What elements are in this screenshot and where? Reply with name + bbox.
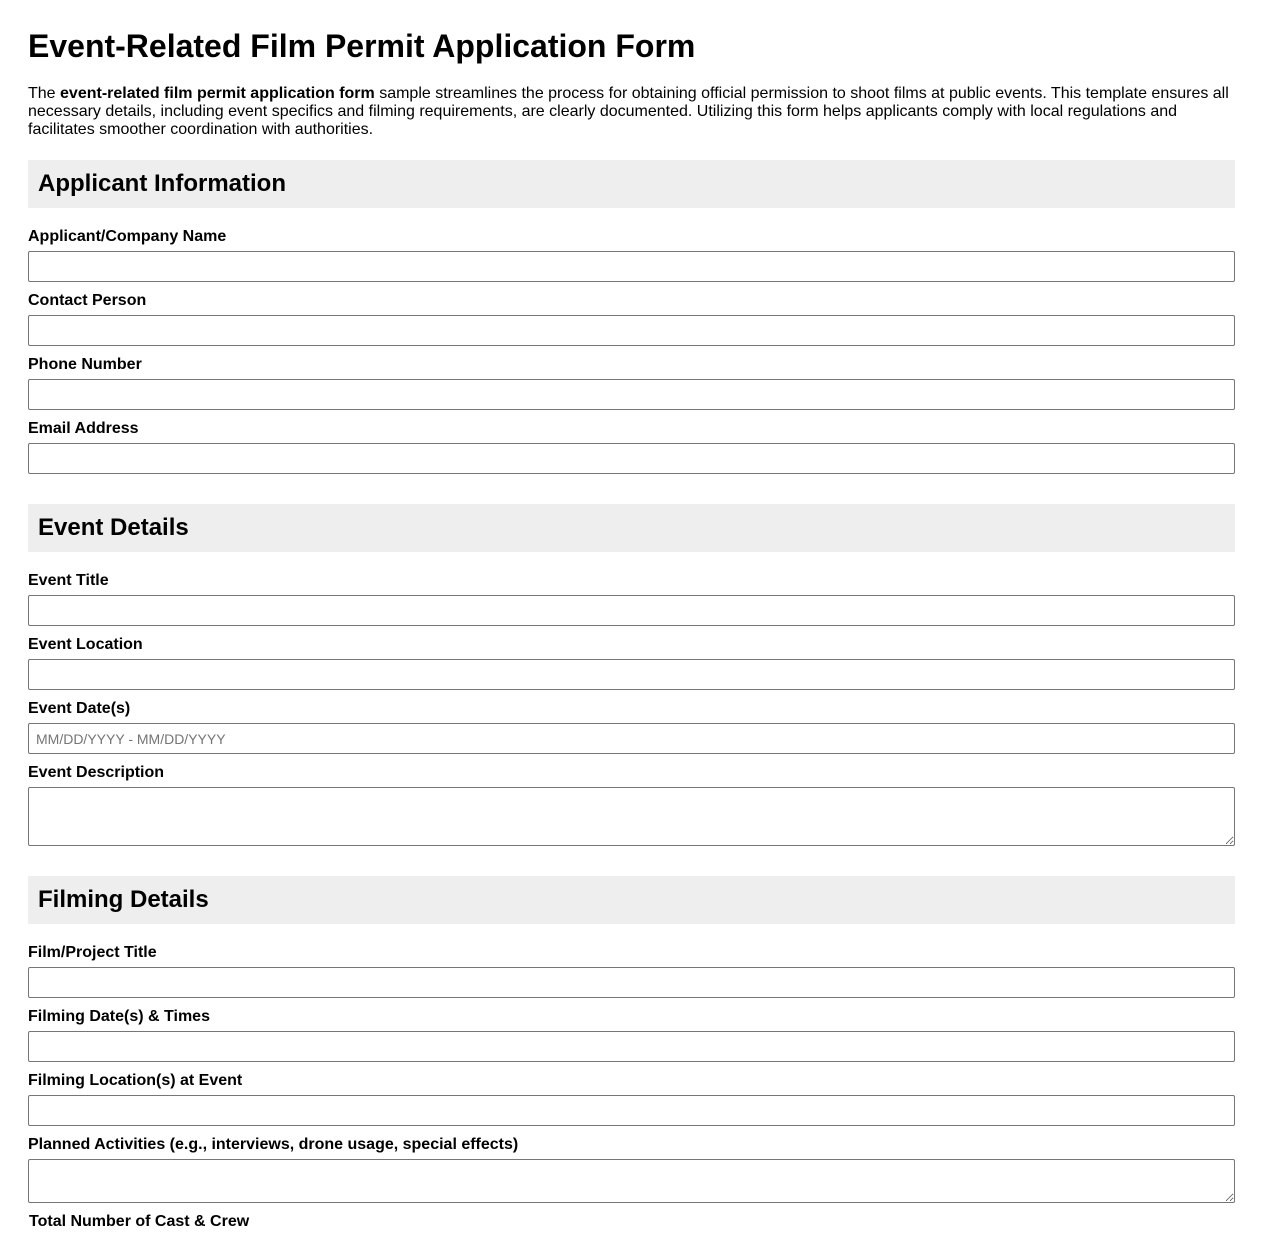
filming-dates-input[interactable] (28, 1031, 1235, 1062)
section-header-filming: Filming Details (28, 876, 1235, 924)
event-location-input[interactable] (28, 659, 1235, 690)
phone-number-input[interactable] (28, 379, 1235, 410)
event-dates-input[interactable] (28, 723, 1235, 754)
intro-suffix: sample streamlines the process for obtaining official permission to shoot films at public events. This template ensures all necessary details, including event specifics and filming requirements, are clearly documented. Utilizing this form helps applicants comply with local regulations and facilitates smoother coordination with authorities. (28, 85, 1229, 138)
planned-activities-textarea[interactable] (28, 1159, 1235, 1203)
email-address-input[interactable] (28, 443, 1235, 474)
intro-prefix: The (28, 85, 61, 102)
project-title-input[interactable] (28, 967, 1235, 998)
planned-activities-label: Planned Activities (e.g., interviews, drone usage, special effects) (28, 1136, 519, 1153)
event-description-label: Event Description (28, 764, 165, 781)
section-header-applicant: Applicant Information (28, 160, 1235, 208)
section-header-event: Event Details (28, 504, 1235, 552)
filming-locations-input[interactable] (28, 1095, 1235, 1126)
intro-paragraph (28, 85, 1235, 139)
event-title-input[interactable] (28, 595, 1235, 626)
cast-crew-count-label: Total Number of Cast & Crew (29, 1213, 250, 1230)
contact-person-input[interactable] (28, 315, 1235, 346)
event-title-label: Event Title (28, 572, 109, 589)
event-description-textarea[interactable] (28, 787, 1235, 846)
project-title-label: Film/Project Title (28, 944, 157, 961)
filming-locations-label: Filming Location(s) at Event (28, 1072, 243, 1089)
contact-person-label: Contact Person (28, 292, 147, 309)
page-title: Event-Related Film Permit Application Form (28, 28, 696, 64)
event-location-label: Event Location (28, 636, 143, 653)
event-dates-label: Event Date(s) (28, 700, 131, 717)
company-name-input[interactable] (28, 251, 1235, 282)
email-address-label: Email Address (28, 420, 139, 437)
intro-bold-term: event-related film permit application form (60, 85, 375, 102)
company-name-label: Applicant/Company Name (28, 228, 227, 245)
filming-dates-label: Filming Date(s) & Times (28, 1008, 210, 1025)
phone-number-label: Phone Number (28, 356, 142, 373)
